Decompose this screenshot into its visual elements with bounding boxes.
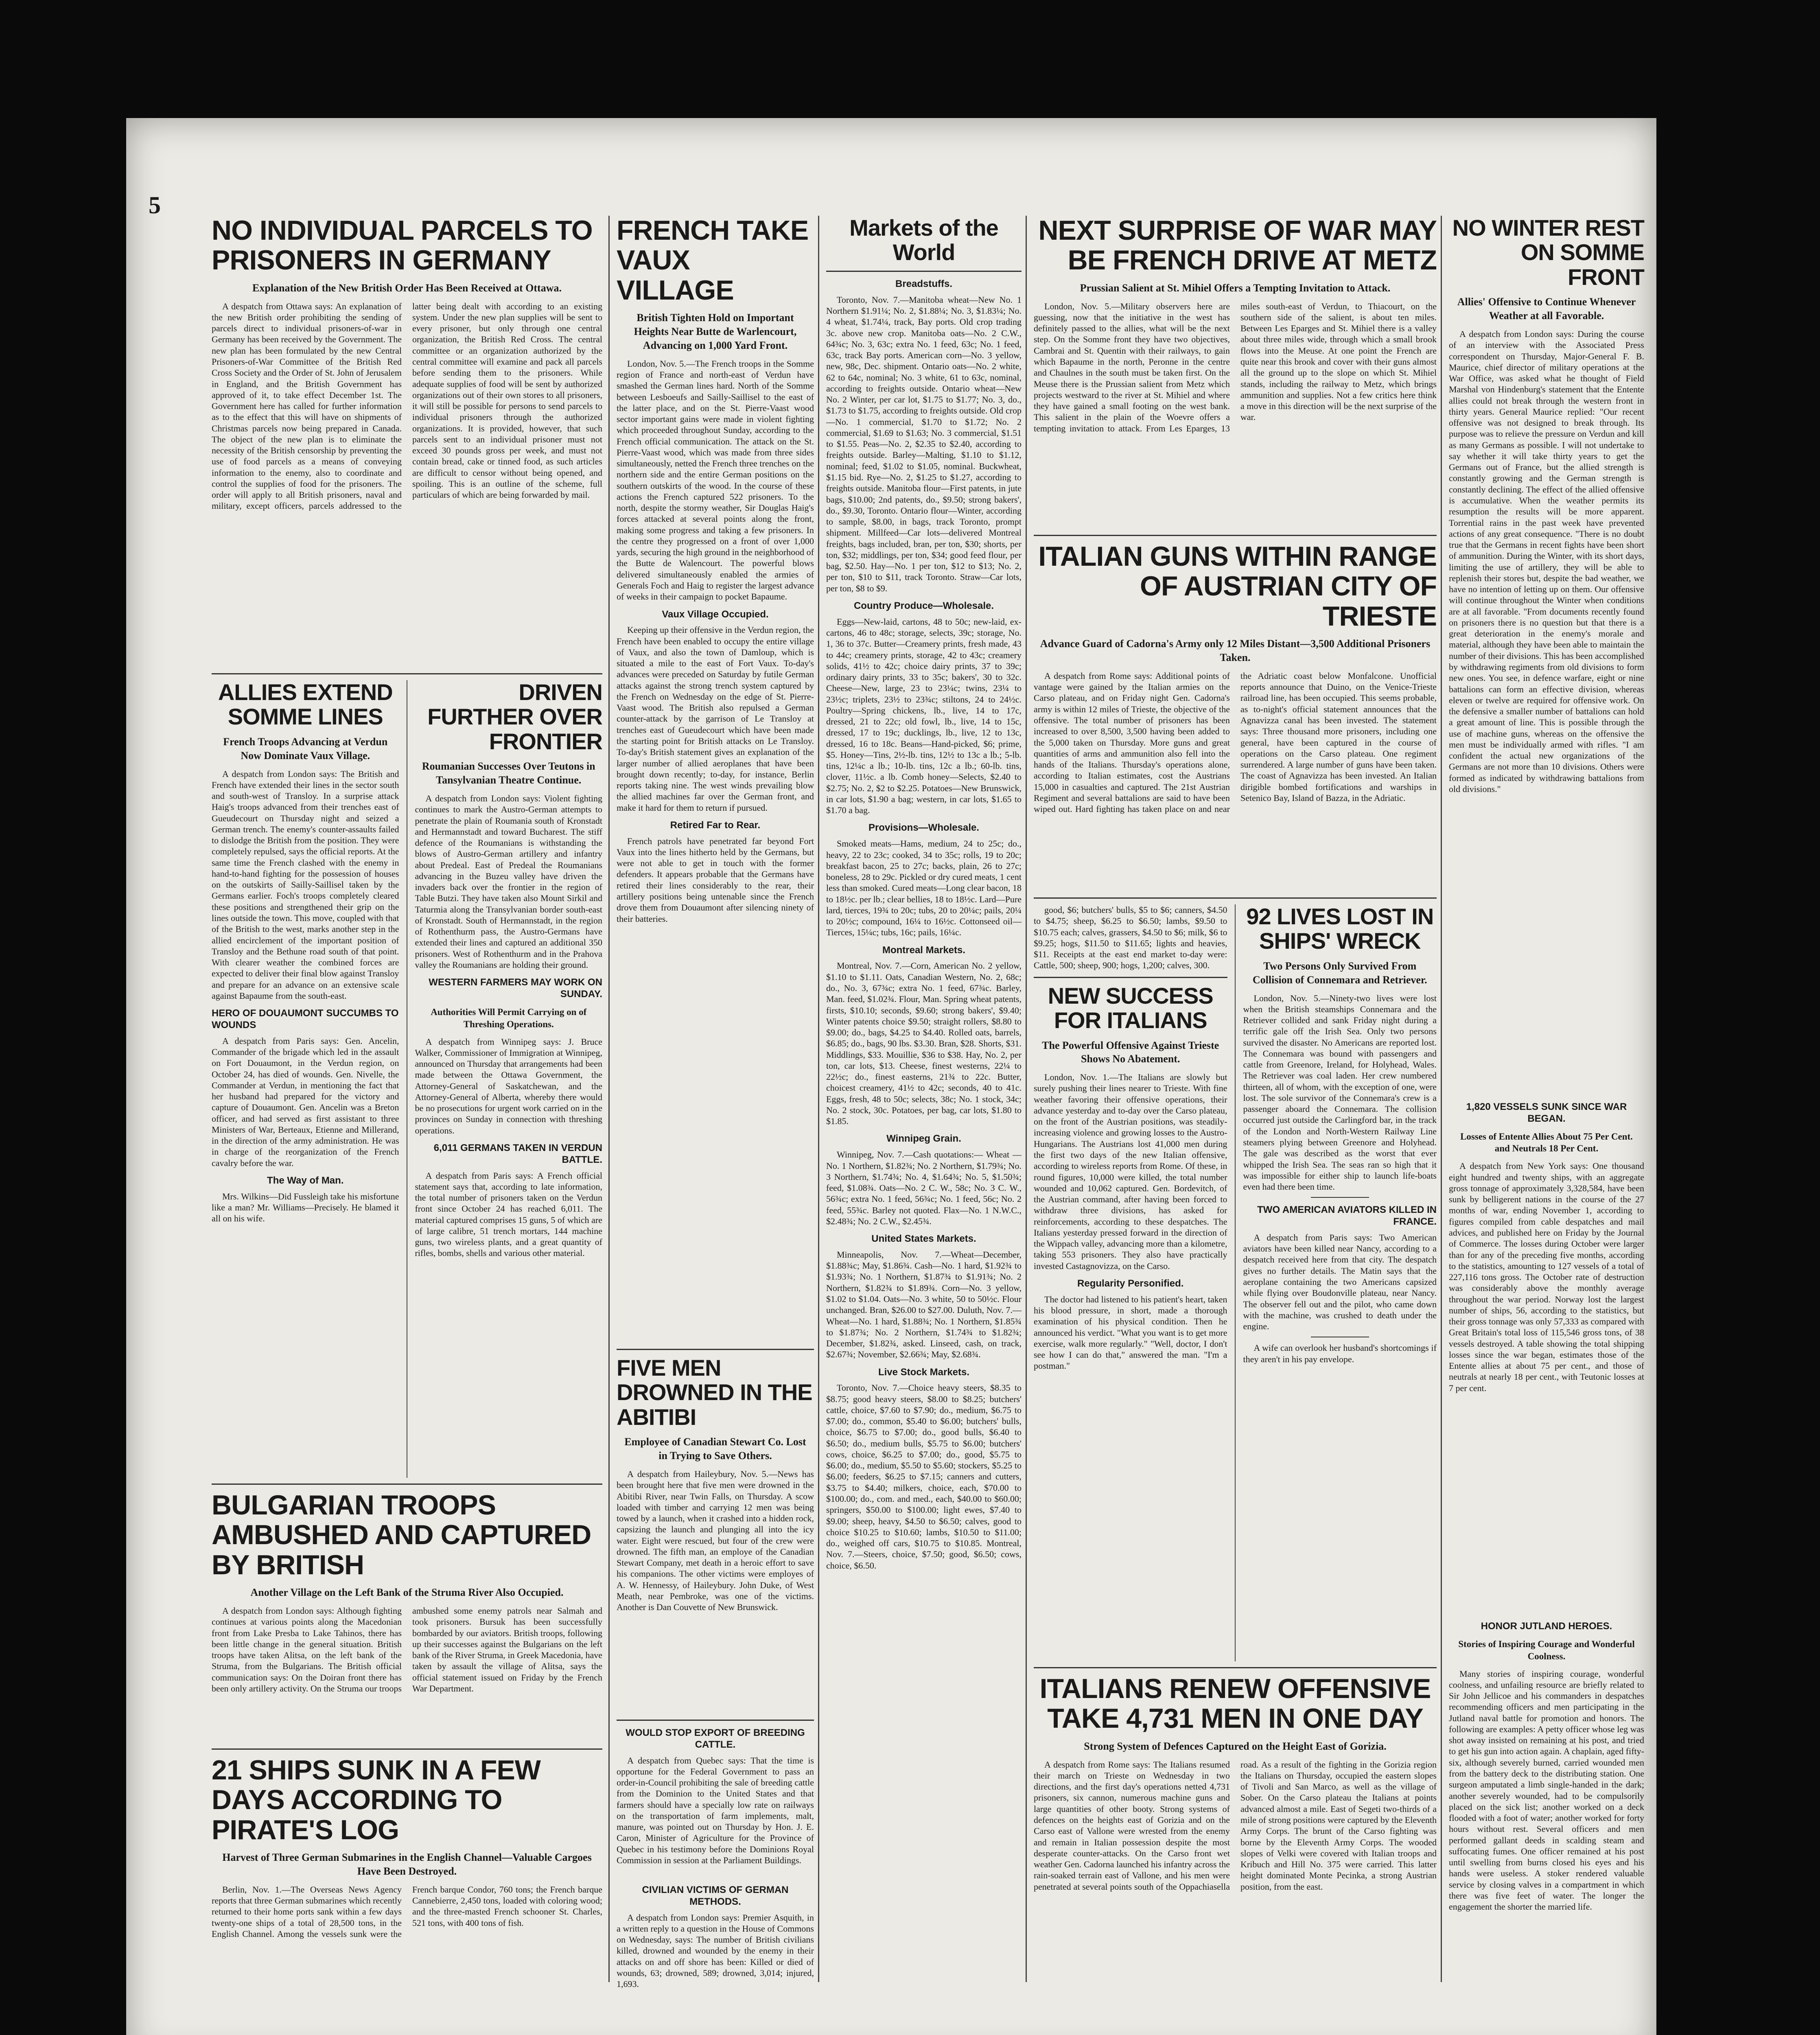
column-rule <box>1026 216 1027 1982</box>
divider <box>826 271 1022 272</box>
headline: NEXT SURPRISE OF WAR MAY BE FRENCH DRIVE AT METZ <box>1038 215 1437 276</box>
headline: FIVE MEN DROWNED IN THE ABITIBI <box>617 1355 812 1430</box>
divider <box>1034 897 1437 899</box>
article-body: French patrols have penetrated far beyond Fort Vaux into the lines hitherto held by the Germans, but were not able to get in touch with the former defenders. It appears probable that the Germans have retired their lines considerably to the rear, their artillery positions being untenable since the French drove them from Douaumont after silencing ninety of their batteries. <box>617 836 814 924</box>
article-body: A despatch from London says: The British and French have extended their lines in the sector south and south-west of Transloy. In a surprise attack Haig's troops advanced from their trenches east of Gueudecourt on Thursday night and seized a German trench. The enemy's counter-assaults failed to dislodge the British from the position. They were completely repulsed, says the official reports. At the same time the French clashed with the enemy in hand-to-hand fighting for the possession of houses on the outskirts of Sailly-Saillisel taken by the Germans earlier. Foch's troops completely cleared these positions and strengthened their grip on the lines outside the town. This move, coupled with that of the British to the west, marks another step in the allied encirclement of the important position of Transloy and the Bethune road south of that point. With clearer weather the combined forces are expected to deliver their final blow against Transloy and prepare for an advance on an extensive scale against Bapaume from the south-east. <box>212 768 399 1001</box>
page-number: 5 <box>149 192 161 219</box>
subhead: Provisions—Wholesale. <box>868 822 980 834</box>
subhead: Montreal Markets. <box>882 944 966 956</box>
article-body: Many stories of inspiring courage, wonderful coolness, and unfailing resource are briefly related to Sir John Jellicoe and his commanders in despatches recommending officers and men participating in the Jutland naval battle for promotion and honors. The following are examples: A petty officer whose leg was shot away insisted on remaining at his post, and tried to get his gun into action again. A chaplain, aged fifty-six, although severely burned, carried wounded men from the battery deck to the distributing station. One surgeon amputated a limb single-handed in the dark; another severely wounded, had to be compulsorily placed on the sick list; another worked on a deck flooded with a foot of water; another worked for forty hours without rest. Several officers and men performed gallant deeds in scalding steam and suffocating fumes. One officer remained at his post until swelling from burns closed his eyes and his hands were useless. A stoker rendered valuable service by closing valves in a compartment in which there was five feet of water. The longer the engagement the shorter the married life. <box>1449 1668 1644 1912</box>
article-body: A despatch from Winnipeg says: J. Bruce Walker, Commissioner of Immigration at Winnipeg, announced on Thursday that arrangements had been made between the Ottawa Government, the Attorney-General of Saskatchewan, and the Attorney-General of Alberta, whereby there would be no prosecutions for urgent work carried on in the provinces on Sunday in connection with threshing operations. <box>415 1036 602 1136</box>
deck: Employee of Canadian Stewart Co. Lost in Trying to Save Others. <box>624 1436 806 1462</box>
article-body: A wife can overlook her husband's shortcomings if they aren't in his pay envelope. <box>1243 1343 1437 1364</box>
article-body: The doctor had listened to his patient's heart, taken his blood pressure, in short, made a thorough examination of his physical condition. Then he announced his verdict. "What you want is to get more exercise, walk more regularly." "Well, doctor, I don't see how I can do that," answered the man. "I'm a postman." <box>1034 1294 1227 1371</box>
subhead: HERO OF DOUAUMONT SUCCUMBS TO WOUNDS <box>212 1008 399 1031</box>
headline: BULGARIAN TROOPS AMBUSHED AND CAPTURED BY BRITISH <box>212 1490 591 1580</box>
article-body: A despatch from Ottawa says: An explanation of the new British order prohibiting the sending of parcels direct to individual prisoners-of-war in Germany has been received by the Government. The new plan has been formulated by the new Central Prisoners-of-War Committee of the British Red Cross Society and the Order of St. John of Jerusalem in England, and the British Government has approved of it, to take effect December 1st. The Government here has called for further information as to the effect that this will have on shipments of Christmas parcels now being prepared in Canada. The object of the new plan is to eliminate the necessity of the British censorship by preventing the use of food parcels as a means of conveying information to the enemy, also to coordinate and control the supplies of food for the prisoners. The order will apply to all British prisoners, naval and military, except officers, parcels addressed to the latter being dealt with according to an existing system. Under the new plan supplies will be sent to every prisoner, but only through one central organization, the British Red Cross. The central committee or an organization authorized by the central committee will examine and pack all parcels before sending them to the prisoners. While adequate supplies of food will be sent by authorized organizations out of their own stores to all prisoners, it will still be possible for persons to send parcels to individual prisoners through the authorized organizations. It is provided, however, that such parcels sent to an individual prisoner must not exceed 30 pounds gross per week, and must not contain bread, cake or tinned food, as such articles are difficult to censor without being opened, and spoiling. This is an outline of the scheme, full particulars of which are being forwarded by mail. <box>212 301 602 511</box>
article-body: A despatch from London says: Although fighting continues at various points along the Macedonian front from Lake Presba to Lake Tahinos, there has been little change in the general situation. British troops have taken Alitsa, on the left bank of the Struma, from the Bulgarians. The British official communication says: On the Doiran front there has been only artillery activity. On the Struma our troops ambushed some enemy patrols near Salmah and took prisoners. Bursuk has been successfully bombarded by our aviators. British troops, following up their successes against the Bulgarians on the left bank of the River Struma, in Greek Macedonia, have taken by assault the village of Alitsa, says the official statement issued on Friday by the French War Department. <box>212 1606 602 1694</box>
headline: ITALIANS RENEW OFFENSIVE TAKE 4,731 MEN IN ONE DAY <box>1039 1673 1431 1734</box>
deck: French Troops Advancing at Verdun Now Dominate Vaux Village. <box>223 735 388 761</box>
article-body: London, Nov. 5.—The French troops in the Somme region of France and north-east of Verdun have smashed the German lines hard. North of the Somme between Lesboeufs and Sailly-Saillisel to the east of the latter place, and on the St. Pierre-Vaast wood sector important gains were made in violent fighting which proceeded throughout Sunday, according to the French official communication. The attack on the St. Pierre-Vaast wood, which was made from three sides simultaneously, netted the French three trenches on the northern side and the entire German positions on the southern outskirts of the wood. In the course of these actions the French captured 522 prisoners. To the north, despite the stormy weather, Sir Douglas Haig's forces attacked at several points along the front, making some progress and taking a few prisoners. In the centre they progressed on a front of over 1,000 yards, securing the high ground in the neighborhood of the Butte de Walencourt. The powerful blows delivered simultaneously enabled the armies of Generals Foch and Haig to register the largest advance of weeks in their campaign to pocket Bapaume. <box>617 358 814 602</box>
article-norest <box>1449 216 1644 1095</box>
article-vaux <box>617 216 814 1343</box>
article-bulgarian <box>212 1490 602 1743</box>
article-body: Mrs. Wilkins—Did Fussleigh take his misfortune like a man? Mr. Williams—Precisely. He blamed it all on his wife. <box>212 1191 399 1224</box>
article-body: A despatch from Quebec says: That the time is opportune for the Federal Government to pass an order-in-Council prohibiting the sale of breeding cattle from the Dominion to the United States and that farmers should have a specially low rate on railways on the transportation of farm implements, malt, manure, was pointed out on Thursday by Hon. J. E. Caron, Minister of Agriculture for the Province of Quebec in his testimony before the Dominions Royal Commission in session at the Parliament Buildings. <box>617 1755 814 1865</box>
subhead: CIVILIAN VICTIMS OF GERMAN METHODS. <box>642 1884 789 1907</box>
subhead: Regularity Personified. <box>1077 1278 1184 1289</box>
article-parcels <box>212 216 602 667</box>
article-ships <box>212 1755 602 1991</box>
article-metz <box>1034 216 1437 529</box>
article-body: A despatch from Paris says: Gen. Ancelin, Commander of the brigade which led in the assault on Fort Douaumont, in the Verdun region, on October 24, has died of wounds. Gen. Nivelle, the Commander at Verdun, in mentioning the fact that her husband had prepared for the victory and capture of Douaumont. Gen. Ancelin was a Breton officer, and had served as first assistant to three Ministers of War, Berteaux, Etienne and Millerand, in the direction of the army administration. He was in charge of the reorganization of the French cavalry before the war. <box>212 1035 399 1168</box>
market-text: Minneapolis, Nov. 7.—Wheat—December, $1.88¾c; May, $1.86¾. Cash—No. 1 hard, $1.92¾ to $1.93¾; No. 1 Northern, $1.87¾ to $1.91¾; No. 2 Northern, $1.82¾ to $1.89¾. Corn—No. 3 yellow, $1.02 to $1.04. Oats—No. 3 white, 50 to 50½c. Flour unchanged. Bran, $26.00 to $27.00. Duluth, Nov. 7.—Wheat—No. 1 hard, $1.88¾; No. 1 Northern, $1.85¾ to $1.87¾; No. 2 Northern, $1.74¾ to $1.82¾; December, $1.82¾, asked. Linseed, cash, on track, $2.67¾; November, $2.66¾; May, $2.68¾. <box>826 1249 1022 1360</box>
subhead: TWO AMERICAN AVIATORS KILLED IN FRANCE. <box>1257 1204 1437 1228</box>
market-text: Montreal, Nov. 7.—Corn, American No. 2 yellow, $1.10 to $1.11. Oats, Canadian Western, No. 2, 68c; do., No. 3, 67¾c; extra No. 1 feed, 67¾c. Barley, Man. feed, $1.02¾. Flour, Man. Spring wheat patents, firsts, $10.10; seconds, $9.60; strong bakers', $9.40; Winter patents choice $9.50; straight rollers, $8.80 to $9.00; do., bags, $4.25 to $4.40. Rolled oats, barrels, $6.85; do., bags, 90 lbs. $3.30. Bran, $28. Shorts, $31. Middlings, $33. Mouillie, $36 to $38. Hay, No. 2, per ton, car lots, $13. Cheese, finest westerns, 22¼ to 22½c; do., finest easterns, 21¾ to 22c. Butter, choicest creamery, 41½ to 42c; seconds, 40 to 41c. Eggs, fresh, 48 to 50c; selects, 38c; No. 1 stock, 34c; No. 2 stock, 30c. Potatoes, per bag, car lots, $1.80 to $1.85. <box>826 961 1022 1127</box>
subhead: Vaux Village Occupied. <box>662 608 769 620</box>
deck: The Powerful Offensive Against Trieste Shows No Abatement. <box>1042 1039 1219 1065</box>
article-abitibi <box>617 1356 814 1714</box>
subhead: Retired Far to Rear. <box>670 819 761 831</box>
deck: British Tighten Hold on Important Heights Near Butte de Warlencourt, Advancing on 1,000 Yard Front. <box>634 312 797 351</box>
column-rule <box>1441 216 1442 1982</box>
subhead: Winnipeg Grain. <box>886 1133 961 1144</box>
divider <box>1034 535 1437 536</box>
subcolumn-right <box>1243 904 1437 1661</box>
column-rule <box>818 216 819 1982</box>
market-text: Smoked meats—Hams, medium, 24 to 25c; do., heavy, 22 to 23c; cooked, 34 to 35c; rolls, 19 to 20c; breakfast bacon, 25 to 27c; backs, plain, 26 to 27c; boneless, 28 to 29c. Pickled or dry cured meats, 1 cent less than smoked. Cured meats—Long clear bacon, 18 to 18½c. per lb.; clear bellies, 18 to 18½c. Lard—Pure lard, tierces, 19¾ to 20c; tubs, 20 to 20¼c; pails, 20¼ to 20½c; compound, 16¼ to 16½c. Cottonseed oil—Tierces, 15¼c; tubs, 16c; pails, 16¼c. <box>826 838 1022 938</box>
headline: NO WINTER REST ON SOMME FRONT <box>1452 215 1644 290</box>
subhead: 1,820 VESSELS SUNK SINCE WAR BEGAN. <box>1466 1101 1627 1124</box>
article-body: A despatch from Rome says: The Italians resumed their march on Trieste on Wednesday in two directions, and the first day's operations netted 4,731 prisoners, six cannon, numerous machine guns and large quantities of other booty. Strong systems of defences on the heights east of Gorizia and on the Carso east of Vallone were wrested from the enemy and remain in Italian possession despite the most desperate counter-attacks. On the Carso front wet weather Gen. Cadorna launched his infantry across the rain-soaked terrain east of Vallone, and his men were penetrated at several points south of the Oppachiasella road. As a result of the fighting in the Gorizia region the Italians on Thursday, occupied the eastern slopes of Tivoli and San Marco, as well as the village of Sober. On the Carso plateau the Italians at points advanced almost a mile. East of Segeti two-thirds of a mile of strong positions were captured by the Eleventh Army Corps. The brunt of the Carso fighting was borne by the Eleventh Army Corps. The wooded slopes of Velki were covered with Italian troops and Kribuch and Hill No. 375 were carried. This latter height dominated Monte Pecinka, a strong Austrian position, from the east. <box>1034 1759 1437 1892</box>
article-body: Keeping up their offensive in the Verdun region, the French have been enabled to occupy the entire village of Vaux, and also the town of Damloup, which is situated a mile to the east of Fort Vaux. To-day's advances were preceded on Saturday by futile German attacks against the strong trench system captured by the French on Wednesday on the edge of St. Pierre-Vaast wood. The British also repulsed a German counter-attack by the garrison of Le Transloy at trenches east of Gueudecourt which have been made the starting point for British attacks on Le Transloy. To-day's British statement gives an explanation of the larger number of allied aeroplanes that have been brought down recently; to-day, for instance, Berlin reports taking nine. The west winds prevailing blow the allied machines far over the German front, and make it hard for them to return if pursued. <box>617 625 814 813</box>
newspaper-page <box>126 118 1656 2035</box>
subhead: 6,011 GERMANS TAKEN IN VERDUN BATTLE. <box>433 1142 602 1165</box>
article-body: London, Nov. 1.—The Italians are slowly but surely pushing their lines nearer to Trieste. With fine weather favoring their offensive operations, their advance yesterday and to-day over the Carso plateau, on the front of the Austrian positions, was steadily-increasing violence and growing losses to the Austro-Hungarians. The Austrians lost 41,000 men during the first two days of the new Italian offensive, according to wireless reports from Rome. Of these, in round figures, 10,000 were killed, the total number wounded and 10,062 captured. Gen. Bordevitch, of the Austrian command, after having been forced to withdraw three divisions, has asked for reinforcements, according to these despatches. The Italians yesterday pressed forward in the direction of the Wippach valley, advancing more than a kilometre, taking 553 prisoners. They also have practically invested Castagnovizza, on the Carso. <box>1034 1072 1227 1271</box>
deck: Two Persons Only Survived From Collision of Connemara and Retriever. <box>1252 960 1427 986</box>
article-body: A despatch from Paris says: Two American aviators have been killed near Nancy, according to a despatch received here from that city. The despatch gives no further details. The Matin says that the aeroplane containing the two Americans capsized while flying over Boudonville plateau, near Nancy. The observer fell out and the pilot, who came down with the machine, was crushed to death under the engine. <box>1243 1232 1437 1332</box>
headline: ALLIES EXTEND SOMME LINES <box>218 679 393 730</box>
headline: 92 LIVES LOST IN SHIPS' WRECK <box>1246 904 1434 954</box>
deck: Authorities Will Permit Carrying on of Threshing Operations. <box>431 1007 587 1029</box>
headline: ITALIAN GUNS WITHIN RANGE OF AUSTRIAN CITY OF TRIESTE <box>1038 541 1437 632</box>
divider <box>212 1484 602 1485</box>
divider <box>617 1720 814 1721</box>
deck: Another Village on the Left Bank of the Struma River Also Occupied. <box>250 1586 564 1599</box>
column-rule <box>608 216 610 1982</box>
column-vaux <box>617 215 814 1989</box>
article-trieste <box>1034 542 1437 892</box>
deck: Advance Guard of Cadorna's Army only 12 Miles Distant—3,500 Additional Prisoners Taken. <box>1040 638 1431 664</box>
article-body: A despatch from London says: Premier Asquith, in a written reply to a question in the House of Commons on Wednesday, says: The number of British civilians killed, drowned and wounded by the enemy in their attacks on and off shore has been: Killed or died of wounds, 63; drowned, 589; drowned, 3,014; injured, 1,693. <box>617 1912 814 1989</box>
article-cattle <box>617 1727 814 1878</box>
deck: Harvest of Three German Submarines in the English Channel—Valuable Cargoes Have Been Destroyed. <box>222 1851 592 1877</box>
divider <box>1311 1197 1369 1198</box>
deck: Prussian Salient at St. Mihiel Offers a Tempting Invitation to Attack. <box>1080 282 1391 294</box>
headline: Markets of the World <box>849 215 998 265</box>
article-body: A despatch from London says: Violent fighting continues to mark the Austro-German attempts to penetrate the plain of Roumania south of Kronstadt and Hermannstadt and toward Bucharest. The stiff defence of the Roumanians is withstanding the blows of Austro-German artillery and infantry about Predeal. East of Predeal the Roumanians advancing in the Buzeu valley have driven the invaders back over the frontier in the region of Table Butzi. They have taken also Mount Sirkil and Taturmia along the Transylvanian border south-east of Kronstadt. South of Hermannstadt, in the region of Rothenthurm pass, the Austro-Germans have extended their lines and captured an additional 350 prisoners. West of Rothenthurm and in the Prahova valley the Roumanians are holding their ground. <box>415 793 602 970</box>
subhead: The Way of Man. <box>267 1175 344 1186</box>
column-markets <box>826 216 1022 1982</box>
article-jutland <box>1449 1621 1644 1979</box>
market-text: Toronto, Nov. 7.—Choice heavy steers, $8.35 to $8.75; good heavy steers, $8.00 to $8.25; butchers' cattle, choice, $7.60 to $7.90; do., medium, $6.75 to $7.00; do., common, $5.40 to $6.00; butchers' bulls, choice, $6.75 to $7.00; do., good bulls, $6.40 to $6.50; do., medium bulls, $5.75 to $6.00; butchers' cows, choice, $6.25 to $7.00; do., good, $5.75 to $6.00; do., medium, $5.50 to $5.60; stockers, $5.25 to $6.00; feeders, $6.25 to $7.15; canners and cutters, $3.75 to $4.40; milkers, choice, each, $70.00 to $100.00; do., com. and med., each, $40.00 to $60.00; springers, $50.00 to $100.00; light ewes, $7.40 to $9.00; sheep, heavy, $4.50 to $6.50; calves, good to choice $10.25 to $10.60; lambs, $10.50 to $11.00; do., weighed off cars, $10.75 to $10.85. Montreal, Nov. 7.—Steers, choice, $7.50; good, $6.50; cows, choice, $6.50. <box>826 1383 1022 1571</box>
column-rule <box>1235 904 1236 1661</box>
article-body: A despatch from London says: During the course of an interview with the Associated Press correspondent on Thursday, Major-General F. B. Maurice, chief director of military operations at the War Office, was asked what he thought of Field Marshal von Hindenburg's statement that the Entente allies could not break through the western front in thirty years. General Maurice replied: "Our recent offensive was not designed to break through. Its purpose was to relieve the pressure on Verdun and kill as many Germans as possible. I will not undertake to say whether it will take thirty years to get the Germans out of France, but the allied strength is constantly growing and the German strength is constantly declining. The effect of the allied offensive is accumulative. When the weather permits its resumption the results will be more apparent. Torrential rains in the past week have prevented actions of any great consequence. "There is no doubt true that the Germans in recent fights have been short of ammunition. During the Winter, with its short days, limiting the use of artillery, they will be able to replenish their stores but, despite the bad weather, we have no intention of letting up on them. Our offensive will continue throughout the Winter when conditions are at all favorable. "From documents recently found on prisoners there is no question but that there is a great deterioration in the enemy's morale and material, although they have been able to maintain the number of their divisions. This has been accomplished by withdrawing regiments from old divisions to form new ones. You see, in defence warfare, eight or nine battalions can form an effective division, whereas eleven or twelve are required for offensive work. On the defensive a smaller number of battalions can hold a great amount of line. This is possible through the use of machine guns, whereas on the offensive the men must be individually armed with rifles. "I am confident the actual new organizations of the Germans are not more than 10 divisions. Others were formed as indicated by withdrawing battalions from old divisions." <box>1449 329 1644 794</box>
article-renew <box>1034 1674 1437 1983</box>
left-column <box>212 216 602 1982</box>
deck: Strong System of Defences Captured on the Height East of Gorizia. <box>1084 1740 1387 1752</box>
subhead: Breadstuffs. <box>895 278 953 289</box>
article-body: A despatch from Rome says: Additional points of vantage were gained by the Italian armies on the Carso plateau, and on Friday night Gen. Cadorna's army is within 12 miles of Trieste, the objective of the offensive. The total number of prisoners has been increased to over 8,500, 3,500 having been added to the 5,000 taken on Thursday. More guns and great quantities of arms and ammunition also fell into the hands of the Italians. Thursday's operations alone, according to Italian estimates, cost the Austrians 15,000 in casualties and captured. The 21st Austrian Regiment and several battalions are said to have been wiped out. Hard fighting has taken place on and near the Adriatic coast below Monfalcone. Unofficial reports announce that Duino, on the Venice-Trieste railroad line, has been occupied. This seems probable, as to-night's official statement announces that the Agnavizza canal has been invested. The statement says: Three thousand more prisoners, including one general, have been captured in the course of operations on the Carso plateau. One regiment surrendered. A large number of guns have been taken. The coast of Agnavizza has been invested. An Italian dirigible bombed fortifications and warships in Setenico Bay, Island of Bazza, in the Adriatic. <box>1034 670 1437 814</box>
column-rule <box>407 680 408 1478</box>
subhead: WOULD STOP EXPORT OF BREEDING CATTLE. <box>626 1727 805 1750</box>
article-body: Berlin, Nov. 1.—The Overseas News Agency reports that three German submarines which recently returned to their home ports sank within a few days twenty-one ships of a total of 28,500 tons, in the English Channel. Among the vessels sunk were the French barque Condor, 760 tons; the French barque Cannebierre, 2,450 tons, loaded with coloring wood; and the three-masted French schooner St. Charles, 521 tons, with 400 tons of fish. <box>212 1884 602 1939</box>
headline: NO INDIVIDUAL PARCELS TO PRISONERS IN GERMANY <box>212 215 593 276</box>
center-right-column <box>1034 216 1437 1982</box>
deck: Allies' Offensive to Continue Whenever Weather at all Favorable. <box>1457 296 1636 322</box>
divider <box>617 1349 814 1350</box>
article-civilian <box>617 1884 814 1990</box>
deck: Roumanian Successes Over Teutons in Tansylvanian Theatre Continue. <box>422 760 595 786</box>
divider <box>1034 977 1227 978</box>
article-body: A despatch from Haileybury, Nov. 5.—News has been brought here that five men were drowned in the Abitibi River, near Twin Falls, on Thursday. A scow loaded with timber and carrying 12 men was being towed by a launch, when it crashed into a hidden rock, capsizing the launch and plunging all into the icy water. Eight were rescued, but four of the crew were drowned. The fifth man, an employe of the Canadian Stewart Company, met death in a heroic effort to save his companions. The other victims were employes of A. W. Hennessy, of Haileybury. John Duke, of West Meath, near Pembroke, was one of the victims. Another is Dan Couvette of New Brunswick. <box>617 1469 814 1613</box>
deck: Losses of Entente Allies About 75 Per Cent. and Neutrals 18 Per Cent. <box>1460 1131 1633 1154</box>
divider <box>212 1748 602 1750</box>
headline: NEW SUCCESS FOR ITALIANS <box>1048 982 1213 1033</box>
subhead: HONOR JUTLAND HEROES. <box>1481 1621 1612 1632</box>
right-column <box>1449 216 1644 1982</box>
divider <box>212 673 602 674</box>
subhead: United States Markets. <box>871 1233 976 1245</box>
deck: Stories of Inspiring Courage and Wonderful Coolness. <box>1458 1639 1635 1661</box>
headline: 21 SHIPS SUNK IN A FEW DAYS ACCORDING TO PIRATE'S LOG <box>212 1755 540 1845</box>
article-body: A despatch from Paris says: A French official statement says that, according to late information, the total number of prisoners taken on the Verdun front since October 24 has reached 6,011. The material captured comprises 15 guns, 5 of which are of large calibre, 51 trench mortars, 144 machine guns, two wireless plants, and a great quantity of rifles, bombs, shells and various other material. <box>415 1170 602 1258</box>
market-text: Eggs—New-laid, cartons, 48 to 50c; new-laid, ex-cartons, 46 to 48c; storage, selects, 39c; storage, No. 1, 36 to 37c. Butter—Creamery prints, fresh made, 43 to 44c; creamery prints, storage, 42 to 43c; creamery solids, 41½ to 42c; choice dairy prints, 37 to 39c; ordinary dairy prints, 33 to 35c; bakers', 30 to 32c. Cheese—New, large, 23 to 23¼c; twins, 23¼ to 23½c; triplets, 23½ to 23¾c; stiltons, 24 to 24½c. Poultry—Spring chickens, lb., live, 14 to 17c, dressed, 21 to 22c; old fowl, lb., live, 14 to 15c, dressed, 17 to 19c; ducklings, lb., live, 12 to 13c, dressed, 16 to 18c. Beans—Hand-picked, $6; prime, $5. Honey—Tins, 2½-lb. tins, 12½ to 13c a lb.; 5-lb. tins, 12¼c a lb.; 10-lb. tins, 12c a lb.; 60-lb. tins, clover, 11½c. a lb. Comb honey—Selects, $2.40 to $2.75; No. 2, $2 to $2.25. Potatoes—New Brunswick, in car lots, $1.90 a bag; western, in car lots, $1.65 to $1.70 a bag. <box>826 616 1022 816</box>
deck: Explanation of the New British Order Has Been Received at Ottawa. <box>252 282 562 294</box>
subhead: Country Produce—Wholesale. <box>853 600 994 611</box>
headline: FRENCH TAKE VAUX VILLAGE <box>617 215 809 306</box>
market-text: good, $6; butchers' bulls, $5 to $6; canners, $4.50 to $4.75; sheep, $6.25 to $6.50; lambs, $9.50 to $10.75 each; calves, grassers, $4.50 to $6; milk, $6 to $9.25; hogs, $11.50 to $11.65; lights and heavies, $11. Receipts at the east end market to-day were: Cattle, 500; sheep, 900; hogs, 1,200; calves, 300. <box>1034 905 1227 971</box>
market-text: Toronto, Nov. 7.—Manitoba wheat—New No. 1 Northern $1.91¼; No. 2, $1.88¼; No. 3, $1.83¼; No. 4 wheat, $1.74¼, track, Bay ports. Old crop trading 3c. above new crop. Manitoba oats—No. 2 C.W., 64¾c; No. 3, 63c; extra No. 1 feed, 63c; No. 1 feed, 63c, track Bay ports. American corn—No. 3 yellow, new, 98c, Dec. shipment. Ontario oats—No. 2 white, 62 to 64c, nominal; No. 3 white, 61 to 63c, nominal, according to freights outside. Ontario wheat—New No. 2 Winter, per car lot, $1.75 to $1.77; No. 3, do., $1.73 to $1.75, according to freights outside. Old crop—No. 1 commercial, $1.70 to $1.72; No. 2 commercial, $1.69 to $1.63; No. 3 commercial, $1.51 to $1.55. Peas—No. 2, $2.35 to $2.40, according to freights outside. Barley—Malting, $1.10 to $1.12, nominal; feed, $1.02 to $1.05, nominal. Buckwheat, $1.15 bid. Rye—No. 2, $1.25 to $1.27, according to freights outside. Manitoba flour—First patents, in jute bags, $10.00; 2nd patents, do., $9.50; strong bakers', do., $9.30, Toronto. Ontario flour—Winter, according to sample, $8.00, in bags, track Toronto, prompt shipment. Millfeed—Car lots—delivered Montreal freights, bags included, bran, per ton, $30; shorts, per ton, $32; middlings, per ton, $34; good feed flour, per bag, $2.50. Hay—No. 1 per ton, $12 to $13; No. 2, per ton, $10 to $11, track Toronto. Straw—Car lots, per ton, $8 to $9. <box>826 294 1022 593</box>
subcolumn-left <box>1034 904 1227 1661</box>
article-vessels <box>1449 1101 1644 1614</box>
headline: DRIVEN FURTHER OVER FRONTIER <box>427 679 602 754</box>
subhead: WESTERN FARMERS MAY WORK ON SUNDAY. <box>429 977 602 1000</box>
article-allies <box>212 680 399 1478</box>
market-text: Winnipeg, Nov. 7.—Cash quotations:— Wheat — No. 1 Northern, $1.82¾; No. 2 Northern, $1.79¾; No. 3 Northern, $1.74¾; No. 4, $1.64¾; No. 5, $1.50¾; feed, $1.08¾. Oats—No. 2 C. W., 58c; No. 3 C. W., 56¾c; extra No. 1 feed, 56¾c; No. 1 feed, 56c; No. 2 feed, 55¾c. Barley not quoted. Flax—No. 1 N.W.C., $2.48¾; No. 2 C.W., $2.45¾. <box>826 1149 1022 1226</box>
article-body: London, Nov. 5.—Ninety-two lives were lost when the British steamships Connemara and the Retriever collided and sank Friday night during a terrific gale off the Irish Sea. Only two persons survived the disaster. No Americans are reported lost. The Connemara was bound with passengers and cattle from Greenore, Ireland, for Holyhead, Wales. The Retriever was coal laden. Her crew numbered thirteen, all of whom, with the exception of one, were lost. The sole survivor of the Connemara's crew is a passenger aboard the Connemara. The collision occurred just outside the Carlingford bar, in the track of the London and North-Western Railway Line steamers plying between Greenore and Holyhead. The gale was described as the worst that ever whipped the Irish Sea. The seas ran so high that it was impossible for either ship to launch life-boats even had there been time. <box>1243 993 1437 1192</box>
article-body: London, Nov. 5.—Military observers here are guessing, now that the initiative in the west has definitely passed to the allies, what will be the next step. On the Somme front they have two objectives, Cambrai and St. Quentin with their railways, to gain which Bapaume in the north, Peronne in the centre and Chaulnes in the south must be taken first. On the Meuse there is the Prussian salient from Metz which projects westward to the river at St. Mihiel and where they have gained a small footing on the west bank. This salient in the plain of the Woevre offers a tempting invitation to attack. From Les Eparges, 13 miles south-east of Verdun, to Thiacourt, on the southern side of the salient, is about ten miles. Between Les Eparges and St. Mihiel there is a valley about three miles wide, through which a small brook flows into the Meuse. At one point the French are quite near this brook and cover with their guns almost all the ground up to the slope on which St. Mihiel stands, including the railway to Metz, which brings ammunition and supplies. Not a few critics here think a move in this direction will be the next surprise of the war. <box>1034 301 1437 433</box>
divider <box>1034 1667 1437 1668</box>
article-driven <box>415 680 602 1478</box>
article-body: A despatch from New York says: One thousand eight hundred and twenty ships, with an aggregate gross tonnage of approximately 3,328,584, have been sunk by belligerent nations in the course of the 27 months of war, ending November 1, according to figures compiled from cable despatches and mail advices, and published here on Friday by the Journal of Commerce. The losses during October were larger than for any of the preceding five months, according to the statistics, amounting to 127 vessels of a total of 227,116 tons gross. The October rate of destruction was considerably above the monthly average throughout the war period. Norway lost the largest number of ships, 56, according to the statistics, but their gross tonnage was only 57,333 as compared with Great Britain's total loss of 115,546 gross tons, of 38 vessels destroyed. A table showing the total shipping losses since the war began, estimates those of the Entente allies at about 75 per cent., and those of neutrals at nearly 18 per cent., with Teutonic losses at 7 per cent. <box>1449 1161 1644 1393</box>
subhead: Live Stock Markets. <box>878 1366 970 1378</box>
